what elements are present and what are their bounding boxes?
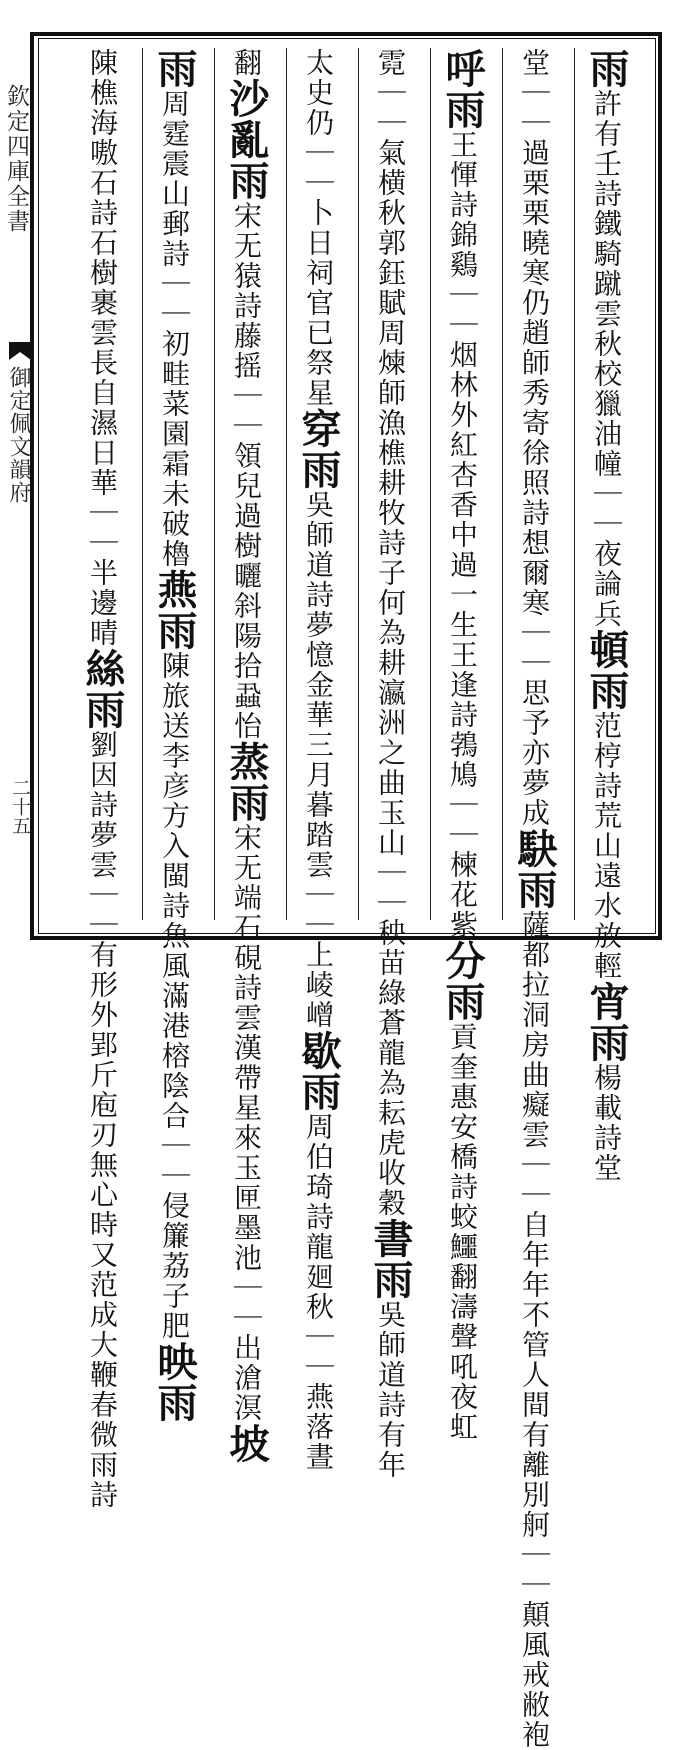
headword: 宵雨 xyxy=(583,981,630,1063)
headword: 絲雨 xyxy=(79,648,126,730)
text-column xyxy=(508,48,560,1750)
main-text xyxy=(60,48,642,1750)
entry-text: 周伯琦詩龍廻 xyxy=(302,1112,335,1292)
headword: 坡 xyxy=(223,1423,270,1464)
entry-text: 初畦菜園霜未破櫓 xyxy=(158,329,191,569)
text-column xyxy=(436,48,488,1442)
entry-text: 耕瀛洲之曲玉山｜｜秧苗綠蒼龍為耘虎收穀 xyxy=(374,648,407,1218)
entry-text: 自年年不管人間有離別 xyxy=(518,1210,551,1510)
entry-text: 楊載詩堂 xyxy=(590,1063,623,1183)
headword: 穿雨 xyxy=(295,408,342,490)
entry-text: 宋无猿詩藤摇｜｜領 xyxy=(230,201,263,471)
entry-text: 堂｜｜過栗栗曉寒仍趙師秀寄 xyxy=(518,48,551,438)
entry-text: 長自濕日華｜｜半邊晴 xyxy=(86,348,119,648)
headword: 呼雨 xyxy=(439,48,486,130)
entry-text: 薩都拉洞房曲癡雲｜｜ xyxy=(518,910,551,1210)
headword: 映雨 xyxy=(151,1341,198,1423)
text-column xyxy=(364,48,416,1480)
headword: 雨 xyxy=(151,48,198,89)
text-column xyxy=(148,48,200,1423)
page-number: 二十五 xyxy=(9,778,31,835)
headword: 蒸雨 xyxy=(223,741,270,823)
entry-text: 日祠官已祭星 xyxy=(302,228,335,408)
entry-text: 舸｜｜顛風戒敝袍 xyxy=(518,1510,551,1750)
entry-text: 過一生王逢詩鵓鳩｜｜楝花紫 xyxy=(446,550,479,940)
headword: 書雨 xyxy=(367,1218,414,1300)
entry-text: 周霆震山郵詩｜｜ xyxy=(158,89,191,329)
headword: 頓雨 xyxy=(583,629,630,711)
entry-text: 陳旅送李彦方入閩詩魚風滿 xyxy=(158,651,191,1011)
entry-text: 徐照詩想爾寒｜｜思予亦夢成 xyxy=(518,438,551,828)
entry-text: 秋｜｜燕落晝 xyxy=(302,1292,335,1472)
entry-text: 宋无端石硯詩雲漢帶星 xyxy=(230,823,263,1123)
entry-text: 翻 xyxy=(230,48,263,78)
text-column xyxy=(580,48,632,1183)
headword: 駃雨 xyxy=(511,828,558,910)
entry-text: 陳樵海嗷石詩石樹裹雲 xyxy=(86,48,119,348)
headword: 燕雨 xyxy=(151,569,198,651)
entry-text: 范梈詩荒山遠水放輕 xyxy=(590,711,623,981)
text-column xyxy=(76,48,128,1510)
margin-book-title: 欽定四庫全書 xyxy=(3,84,29,234)
entry-text: 校獵油幢｜｜夜論兵 xyxy=(590,359,623,629)
entry-text: 王惲詩錦鷄｜｜烟林外紅杏香中 xyxy=(446,130,479,550)
entry-text: 月暮踏雲｜｜上崚嶒 xyxy=(302,760,335,1030)
entry-text: 吳師道詩有年 xyxy=(374,1300,407,1480)
headword: 沙亂雨 xyxy=(223,78,270,201)
entry-text: 太史仍｜｜卜 xyxy=(302,48,335,228)
entry-text: 鱷翻濤聲吼夜虹 xyxy=(446,1232,479,1442)
entry-text: 港榕陰合｜｜侵簾荔子肥 xyxy=(158,1011,191,1341)
entry-text: 兒過樹曬斜陽拾蝨怡 xyxy=(230,471,263,741)
fishtail-mark-icon xyxy=(9,342,31,364)
entry-text: 刃無心時又范成大鞭春微雨詩 xyxy=(86,1120,119,1510)
entry-text: 來玉匣墨池｜｜出滄溟 xyxy=(230,1123,263,1423)
headword: 雨 xyxy=(583,48,630,89)
entry-text: 劉因詩夢雲｜｜有形外郢斤庖 xyxy=(86,730,119,1120)
entry-text: 霓｜｜氣横秋郭鈺賦周煉師漁樵耕牧詩子何為 xyxy=(374,48,407,648)
headword: 分雨 xyxy=(439,940,486,1022)
margin-book-name: 御定佩文韻府 xyxy=(6,366,31,504)
headword: 歇雨 xyxy=(295,1030,342,1112)
entry-text: 吳師道詩夢憶金華三 xyxy=(302,490,335,760)
entry-text: 許有壬詩鐵騎蹴雲秋 xyxy=(590,89,623,359)
entry-text: 貢奎惠安橋詩蛟 xyxy=(446,1022,479,1232)
text-column xyxy=(220,48,272,1464)
text-column xyxy=(292,48,344,1472)
